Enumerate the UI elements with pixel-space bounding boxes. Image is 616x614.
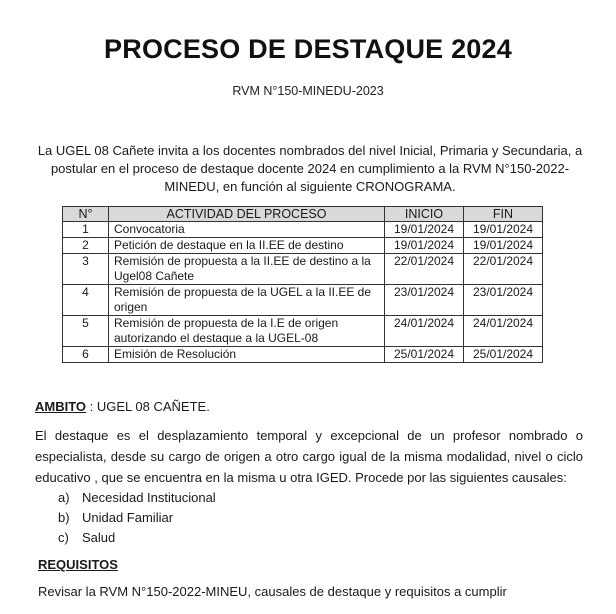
row-num: 5 bbox=[63, 316, 109, 347]
causales-list bbox=[58, 488, 216, 548]
list-text: Necesidad Institucional bbox=[82, 490, 216, 505]
row-num: 6 bbox=[63, 347, 109, 363]
header-fin: FIN bbox=[464, 207, 543, 222]
row-inicio: 19/01/2024 bbox=[385, 238, 464, 254]
document-title: PROCESO DE DESTAQUE 2024 bbox=[104, 34, 512, 64]
table-row bbox=[63, 347, 543, 363]
row-fin: 19/01/2024 bbox=[464, 238, 543, 254]
row-num: 4 bbox=[63, 285, 109, 316]
header-actividad: ACTIVIDAD DEL PROCESO bbox=[109, 207, 385, 222]
row-actividad: Remisión de propuesta a la II.EE de destino a la Ugel08 Cañete bbox=[109, 254, 385, 285]
row-inicio: 23/01/2024 bbox=[385, 285, 464, 316]
list-item bbox=[58, 528, 216, 548]
row-inicio: 25/01/2024 bbox=[385, 347, 464, 363]
header-inicio: INICIO bbox=[385, 207, 464, 222]
table-row bbox=[63, 238, 543, 254]
row-actividad: Remisión de propuesta de la UGEL a la II.EE de origen bbox=[109, 285, 385, 316]
row-num: 2 bbox=[63, 238, 109, 254]
row-fin: 22/01/2024 bbox=[464, 254, 543, 285]
list-marker: b) bbox=[58, 510, 70, 525]
list-marker: a) bbox=[58, 490, 70, 505]
row-actividad: Remisión de propuesta de la I.E de origen autorizando el destaque a la UGEL-08 bbox=[109, 316, 385, 347]
ambito-label: AMBITO bbox=[35, 399, 87, 414]
row-fin: 23/01/2024 bbox=[464, 285, 543, 316]
list-marker: c) bbox=[58, 530, 69, 545]
row-inicio: 24/01/2024 bbox=[385, 316, 464, 347]
list-item bbox=[58, 508, 216, 528]
row-fin: 25/01/2024 bbox=[464, 347, 543, 363]
row-actividad: Emisión de Resolución bbox=[109, 347, 385, 363]
definicion-paragraph: El destaque es el desplazamiento temporal y excepcional de un profesor nombrado o especialista, desde su cargo de origen a otro cargo igual de la misma modalidad, nivel o ciclo educativo , que se encuentra en la misma u otra IGED. Procede por las siguientes causales: bbox=[35, 428, 583, 485]
list-text: Salud bbox=[82, 530, 116, 545]
requisitos-heading: REQUISITOS bbox=[38, 557, 118, 572]
row-actividad: Petición de destaque en la II.EE de destino bbox=[109, 238, 385, 254]
list-text: Unidad Familiar bbox=[82, 510, 174, 525]
row-inicio: 19/01/2024 bbox=[385, 222, 464, 238]
table-row bbox=[63, 254, 543, 285]
ambito-line bbox=[35, 399, 210, 414]
row-fin: 19/01/2024 bbox=[464, 222, 543, 238]
list-item bbox=[58, 488, 216, 508]
row-num: 3 bbox=[63, 254, 109, 285]
row-num: 1 bbox=[63, 222, 109, 238]
table-row bbox=[63, 222, 543, 238]
table-row bbox=[63, 316, 543, 347]
row-inicio: 22/01/2024 bbox=[385, 254, 464, 285]
table-row bbox=[63, 285, 543, 316]
cronograma-table bbox=[62, 206, 543, 363]
header-num: N° bbox=[63, 207, 109, 222]
intro-paragraph: La UGEL 08 Cañete invita a los docentes nombrados del nivel Inicial, Primaria y Secundaria, a postular en el proceso de destaque docente 2024 en cumplimiento a la RVM N°150-2022-MINEDU, en función al siguiente CRONOGRAMA. bbox=[37, 143, 583, 194]
requisitos-text: Revisar la RVM N°150-2022-MINEU, causales de destaque y requisitos a cumplir bbox=[38, 584, 507, 599]
document-subtitle: RVM N°150-MINEDU-2023 bbox=[232, 84, 384, 98]
row-actividad: Convocatoria bbox=[109, 222, 385, 238]
table-header-row bbox=[63, 207, 543, 222]
row-fin: 24/01/2024 bbox=[464, 316, 543, 347]
ambito-value: : UGEL 08 CAÑETE. bbox=[86, 399, 210, 414]
